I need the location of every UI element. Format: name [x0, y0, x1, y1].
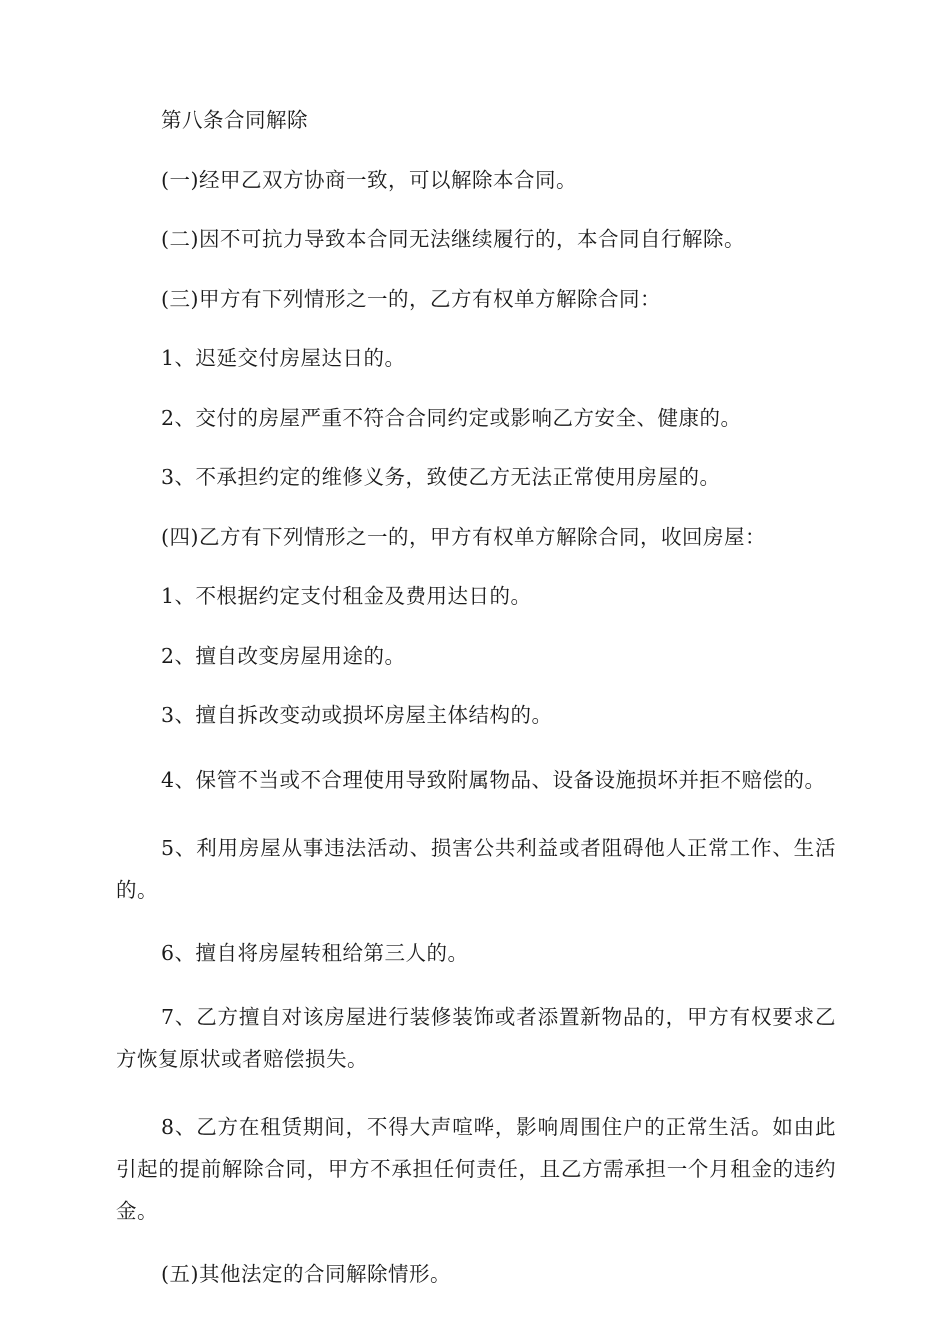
clause-1: (一)经甲乙双方协商一致，可以解除本合同。 — [161, 167, 577, 192]
clause-3-item-1: 1、迟延交付房屋达日的。 — [161, 346, 406, 370]
clause-4-item-3: 3、擅自拆改变动或损坏房屋主体结构的。 — [161, 703, 553, 727]
clause-4-item-5: 5、利用房屋从事违法活动、损害公共利益或者阻碍他人正常工作、生活的。 — [116, 835, 836, 902]
clause-4-item-6: 6、擅自将房屋转租给第三人的。 — [161, 940, 469, 965]
clause-4: (四)乙方有下列情形之一的，甲方有权单方解除合同，收回房屋： — [161, 524, 766, 549]
clause-4-item-2: 2、擅自改变房屋用途的。 — [161, 643, 406, 668]
clause-4-item-8: 8、乙方在租赁期间，不得大声喧哗，影响周围住户的正常生活。如由此引起的提前解除合同，甲方不承担任何责任，且乙方需承担一个月租金的违约金。 — [116, 1115, 836, 1223]
document-page — [116, 104, 836, 1318]
clause-5: (五)其他法定的合同解除情形。 — [161, 1262, 451, 1286]
clause-2: (二)因不可抗力导致本合同无法继续履行的，本合同自行解除。 — [161, 227, 745, 251]
article-heading: 第八条合同解除 — [161, 108, 308, 132]
clause-4-item-7: 7、乙方擅自对该房屋进行装修装饰或者添置新物品的，甲方有权要求乙方恢复原状或者赔偿损失。 — [116, 1005, 836, 1071]
clause-3-item-3: 3、不承担约定的维修义务，致使乙方无法正常使用房屋的。 — [161, 465, 721, 489]
clause-3-item-2: 2、交付的房屋严重不符合合同约定或影响乙方安全、健康的。 — [161, 405, 742, 430]
clause-3: (三)甲方有下列情形之一的，乙方有权单方解除合同： — [161, 286, 661, 311]
clause-4-item-4: 4、保管不当或不合理使用导致附属物品、设备设施损坏并拒不赔偿的。 — [161, 767, 826, 792]
clause-4-item-1: 1、不根据约定支付租金及费用达日的。 — [161, 584, 532, 608]
